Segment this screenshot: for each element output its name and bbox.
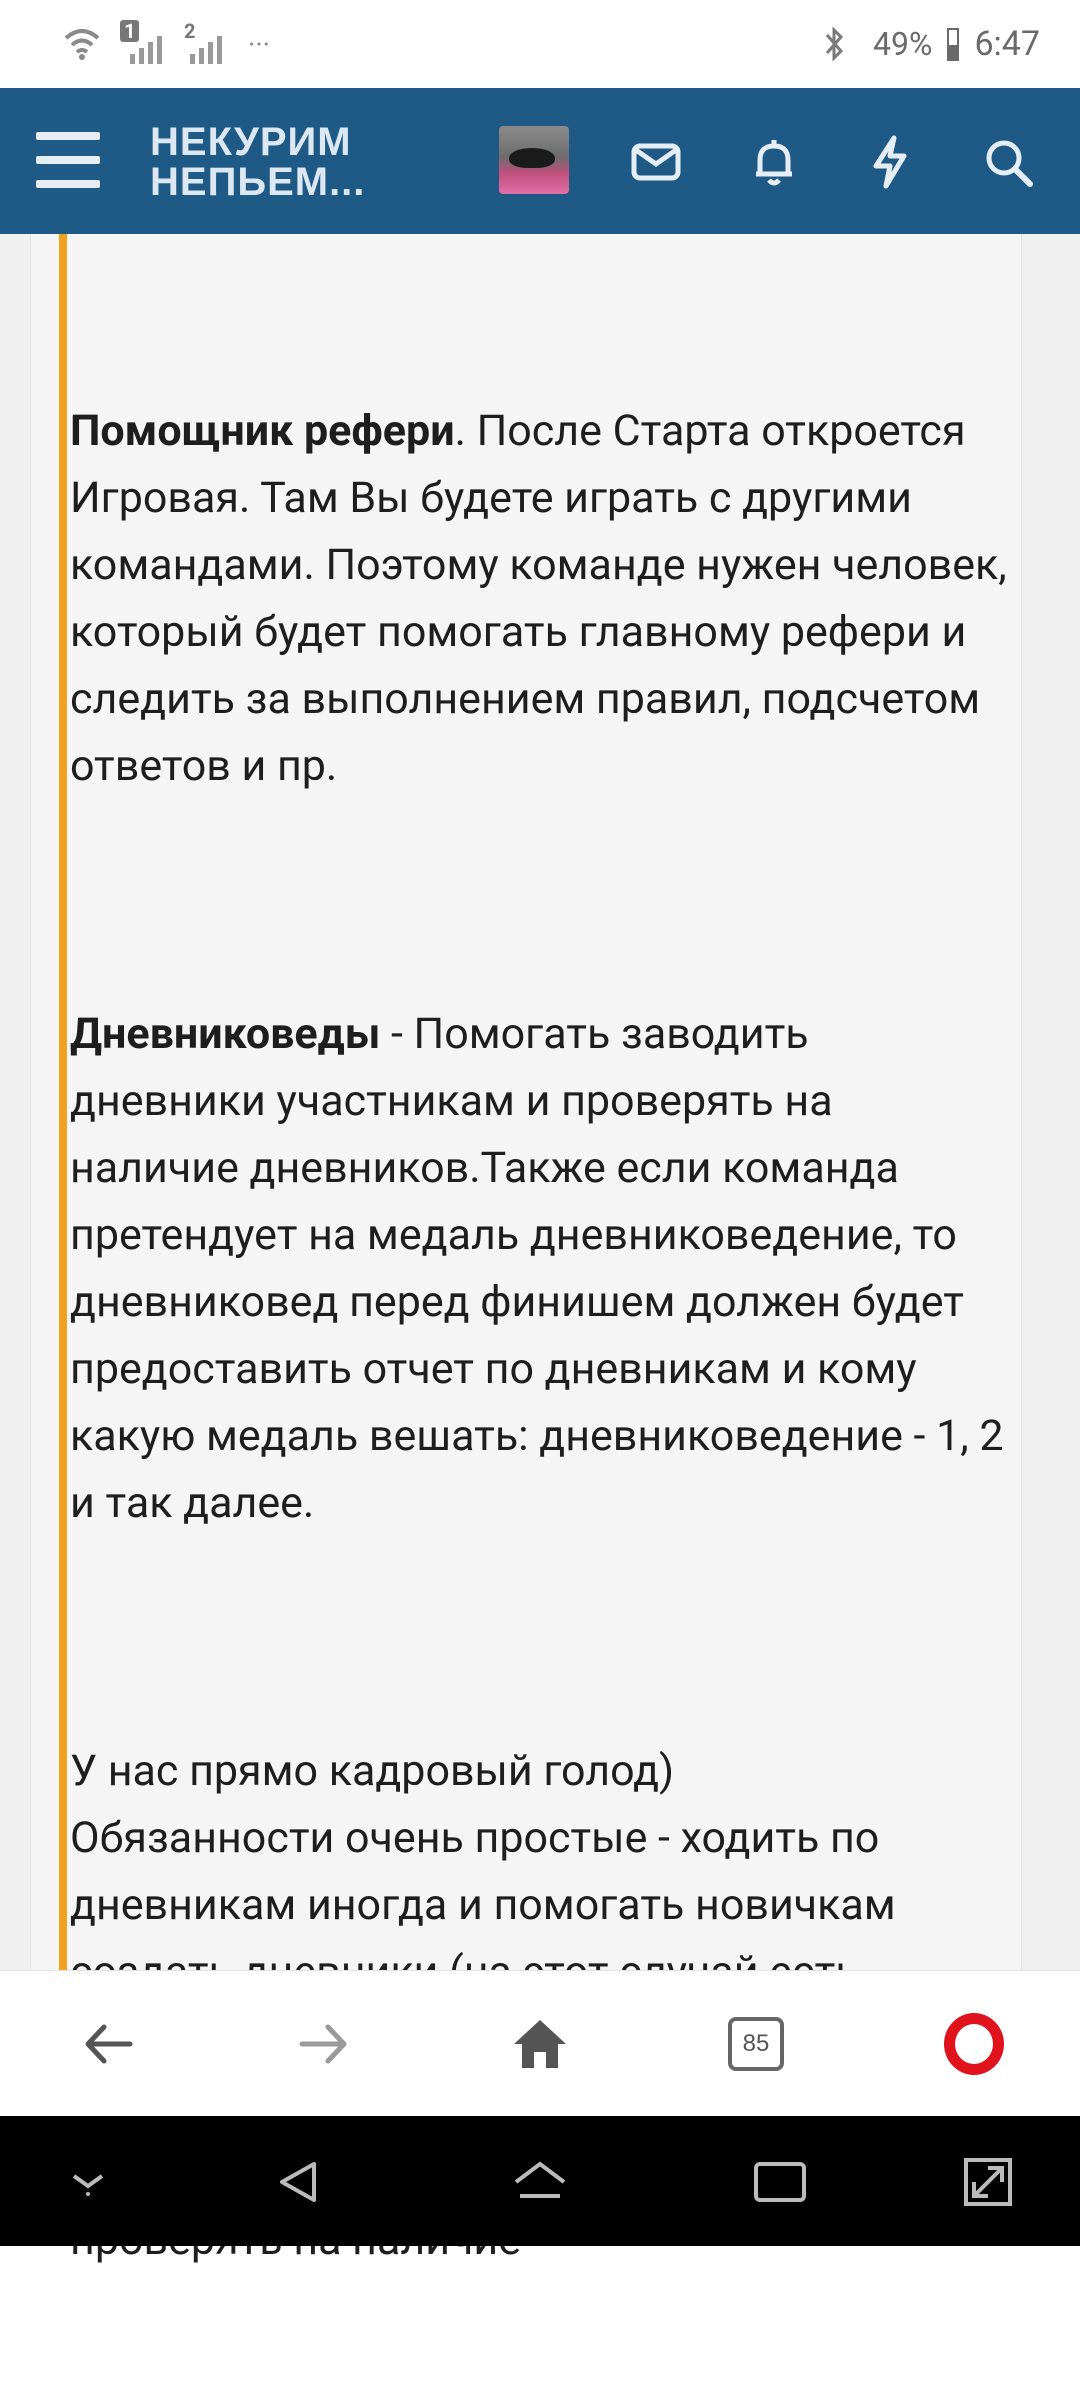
paragraph-diary-keepers <box>70 1001 1015 1537</box>
signal-sim1-icon <box>120 19 162 64</box>
opera-menu-button[interactable] <box>934 2009 1010 2079</box>
logo-line1: НЕКУРИМ <box>150 120 352 164</box>
bluetooth-icon <box>823 25 847 63</box>
forward-button[interactable] <box>286 2009 362 2079</box>
site-logo[interactable] <box>150 122 365 202</box>
referee-assistant-text: . После Старта откроется Игровая. Там Вы будете играть с другими командами. Поэтому команде нужен человек, который будет помогать главному рефери и следить за выполнением правил, подсчетом ответов и пр. <box>70 406 1018 791</box>
system-home-icon[interactable] <box>510 2152 570 2212</box>
signal-sim2-icon <box>180 19 222 64</box>
system-nav-bar <box>0 2116 1080 2246</box>
opera-logo-icon <box>944 2013 1004 2075</box>
mail-icon[interactable] <box>628 134 684 190</box>
wifi-icon <box>62 26 102 62</box>
app-header <box>0 88 1080 234</box>
chevron-down-icon[interactable] <box>58 2152 118 2212</box>
tabs-button[interactable] <box>718 2009 794 2079</box>
diary-keepers-text: - Помогать заводить дневники участникам и проверять на наличие дневников.Также если команда претендует на медаль дневниковедение, то дневниковед перед финишем должен будет предоставить отчет по дневникам и кому какую медаль вешать: дневниковедение - 1, 2 и так далее. <box>70 1009 1015 1528</box>
arrow-right-icon <box>296 2019 352 2069</box>
tabs-count: 85 <box>728 2017 784 2071</box>
fullscreen-icon[interactable] <box>958 2152 1018 2212</box>
battery-icon <box>946 26 960 62</box>
paragraph-referee-assistant <box>70 398 1018 800</box>
back-button[interactable] <box>70 2009 146 2079</box>
browser-bottom-nav <box>0 1970 1080 2116</box>
arrow-left-icon <box>80 2019 136 2069</box>
logo-line2: НЕПЬЕМ... <box>150 160 366 204</box>
paragraph-staff-shortage: У нас прямо кадровый голод) Обязанности очень простые - ходить по дневникам иногда и помогать новичкам <box>70 1746 896 1930</box>
lightning-icon[interactable] <box>862 134 918 190</box>
recent-apps-icon[interactable] <box>750 2152 810 2212</box>
more-notifications: ··· <box>248 27 270 61</box>
diary-keepers-title: Дневниковеды <box>70 1009 381 1059</box>
battery-percent: 49% <box>873 25 933 63</box>
search-icon[interactable] <box>980 134 1036 190</box>
sim1-badge: 1 <box>120 20 139 42</box>
sim2-badge: 2 <box>184 19 196 43</box>
page-content[interactable] <box>0 234 1080 1970</box>
home-icon <box>510 2016 570 2072</box>
avatar[interactable] <box>499 126 569 194</box>
quote-bar <box>59 234 67 1970</box>
referee-assistant-title: Помощник рефери <box>70 406 455 456</box>
system-back-icon[interactable] <box>270 2152 330 2212</box>
menu-icon[interactable] <box>36 132 100 188</box>
status-bar <box>0 0 1080 88</box>
clock: 6:47 <box>974 24 1040 64</box>
bell-icon[interactable] <box>746 134 802 190</box>
home-button[interactable] <box>502 2009 578 2079</box>
